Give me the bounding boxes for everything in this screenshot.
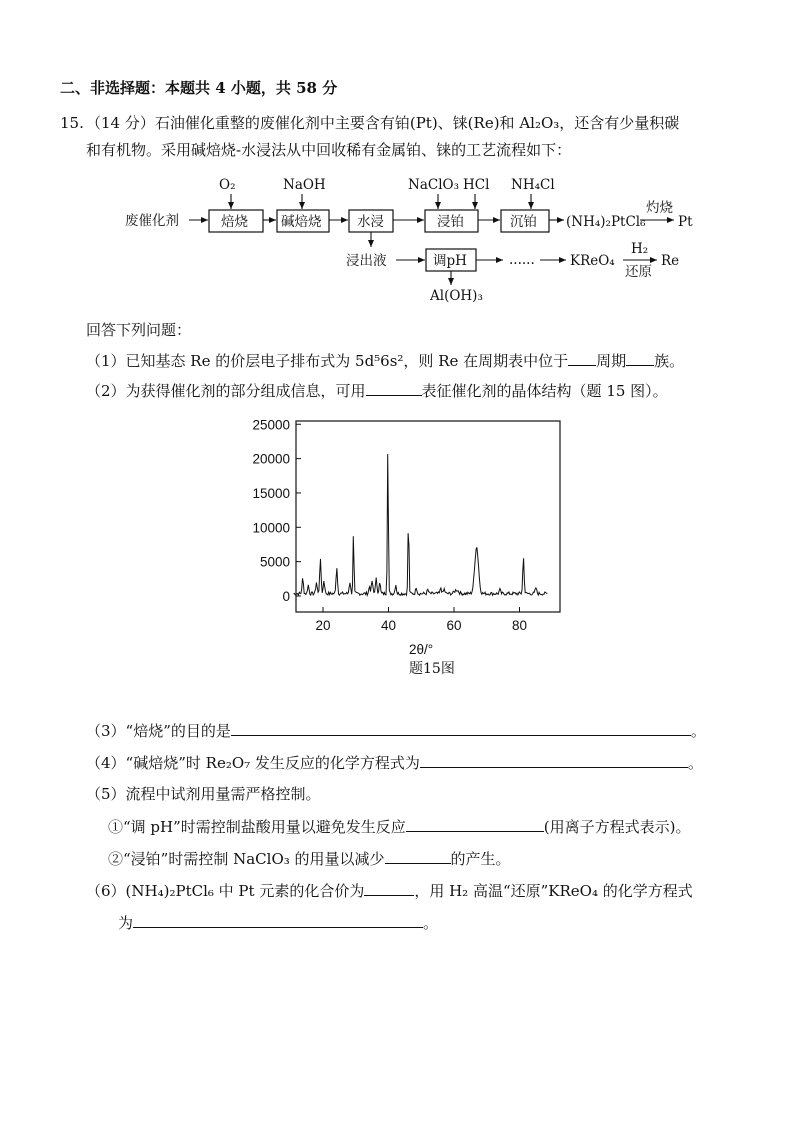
y-tick-label: 10000	[252, 520, 290, 536]
reagent-naclo3: NaClO₃	[408, 177, 459, 193]
x-tick-label: 40	[380, 618, 397, 633]
question-2-text-b: 表征催化剂的晶体结构（题 15 图）。	[421, 382, 668, 400]
x-tick-label: 20	[315, 618, 331, 633]
leachate-label: 浸出液	[346, 253, 387, 269]
answer-blank-group[interactable]	[626, 350, 654, 366]
y-tick-label: 5000	[259, 554, 290, 570]
question-intro-line2: 和有机物。采用碱焙烧-水浸法从中回收稀有金属铂、铼的工艺流程如下：	[86, 141, 572, 159]
product-aloh3: Al(OH)₃	[430, 288, 483, 304]
box-pt-precip-label: 沉铂	[510, 214, 537, 230]
reagent-hcl: HCl	[463, 177, 490, 193]
flow-dots: ......	[509, 252, 535, 268]
question-3	[86, 720, 706, 741]
x-tick-label: 60	[446, 618, 462, 633]
question-5-2-end: 的产生。	[450, 850, 511, 868]
label-reduce: 还原	[625, 264, 652, 280]
chart-xlabel: 2θ/°	[409, 642, 434, 657]
y-tick-label: 15000	[252, 485, 290, 501]
question-3-text: （3）“焙烧”的目的是	[86, 722, 231, 740]
y-tick-label: 20000	[252, 451, 290, 467]
question-5-1	[108, 816, 691, 837]
y-tick-label: 25000	[252, 417, 290, 433]
product-kreo4: KReO₄	[570, 253, 615, 269]
process-flow-diagram	[0, 0, 800, 320]
question-5-2-text: ②“浸铂”时需控制 NaClO₃ 的用量以减少	[108, 850, 385, 868]
question-2-text-a: （2）为获得催化剂的部分组成信息，可用	[86, 382, 366, 400]
flow-start-label: 废催化剂	[125, 213, 179, 229]
answer-prompt: 回答下列问题：	[86, 321, 192, 339]
question-3-end: 。	[690, 722, 706, 740]
question-6-text-b: ，用 H₂ 高温“还原”KReO₄ 的化学方程式	[414, 882, 693, 900]
question-4	[86, 752, 703, 773]
chart-caption: 题15图	[409, 661, 455, 677]
reagent-o2: O₂	[219, 177, 236, 193]
answer-blank-re2o7-equation[interactable]	[420, 752, 688, 768]
answer-blank-technique[interactable]	[366, 380, 422, 396]
question-6-text-c: 为	[118, 914, 134, 932]
question-6-end: 。	[423, 914, 439, 932]
product-pt: Pt	[678, 214, 693, 230]
answer-blank-roast-purpose[interactable]	[231, 720, 691, 736]
reagent-naoh: NaOH	[283, 177, 326, 193]
product-re: Re	[661, 253, 680, 269]
answer-blank-ionic-equation[interactable]	[406, 816, 544, 832]
question-6-text-a: （6）(NH₄)₂PtCl₆ 中 Pt 元素的化合价为	[86, 882, 365, 900]
question-number: 15.	[60, 114, 84, 132]
reagent-nh4cl: NH₄Cl	[511, 177, 555, 193]
question-intro-line1: （14 分）石油催化重整的废催化剂中主要含有铂(Pt)、铼(Re)和 Al₂O₃，还含有少量积碳	[86, 114, 680, 132]
section-heading: 二、非选择题：本题共 4 小题，共 58 分	[60, 79, 338, 97]
answer-blank-reduction-equation[interactable]	[133, 912, 423, 928]
y-tick-label: 0	[282, 589, 290, 604]
product-pt-salt: (NH₄)₂PtCl₆	[566, 214, 646, 230]
question-4-end: 。	[687, 754, 703, 772]
label-calcine: 灼烧	[646, 200, 673, 216]
answer-blank-oxidation-state[interactable]	[364, 880, 414, 896]
question-5: （5）流程中试剂用量需严格控制。	[86, 785, 321, 803]
answer-blank-period[interactable]	[568, 350, 596, 366]
question-5-1-end: (用离子方程式表示)。	[543, 818, 691, 836]
box-alkali-roast-label: 碱焙烧	[281, 214, 322, 230]
question-1-text-c: 族。	[654, 352, 685, 370]
question-1	[86, 350, 684, 371]
question-2	[86, 380, 668, 401]
x-tick-label: 80	[511, 618, 528, 633]
question-1-text-b: 周期	[596, 352, 627, 370]
box-water-leach-label: 水浸	[357, 214, 384, 230]
box-roast-label: 焙烧	[221, 214, 248, 230]
label-h2: H₂	[631, 241, 649, 257]
question-5-1-text: ①“调 pH”时需控制盐酸用量以避免发生反应	[108, 818, 406, 836]
chart-frame	[296, 421, 560, 612]
box-pt-leach-label: 浸铂	[437, 214, 464, 230]
box-adjust-ph-label: 调pH	[433, 253, 467, 269]
answer-blank-byproduct[interactable]	[385, 848, 451, 864]
xrd-spectrum-line	[294, 454, 548, 595]
question-6-line2	[118, 912, 438, 933]
question-6-line1	[86, 880, 693, 901]
question-5-2	[108, 848, 511, 869]
question-1-text-a: （1）已知基态 Re 的价层电子排布式为 5d⁵6s²，则 Re 在周期表中位于	[86, 352, 569, 370]
question-4-text: （4）“碱焙烧”时 Re₂O₇ 发生反应的化学方程式为	[86, 754, 420, 772]
